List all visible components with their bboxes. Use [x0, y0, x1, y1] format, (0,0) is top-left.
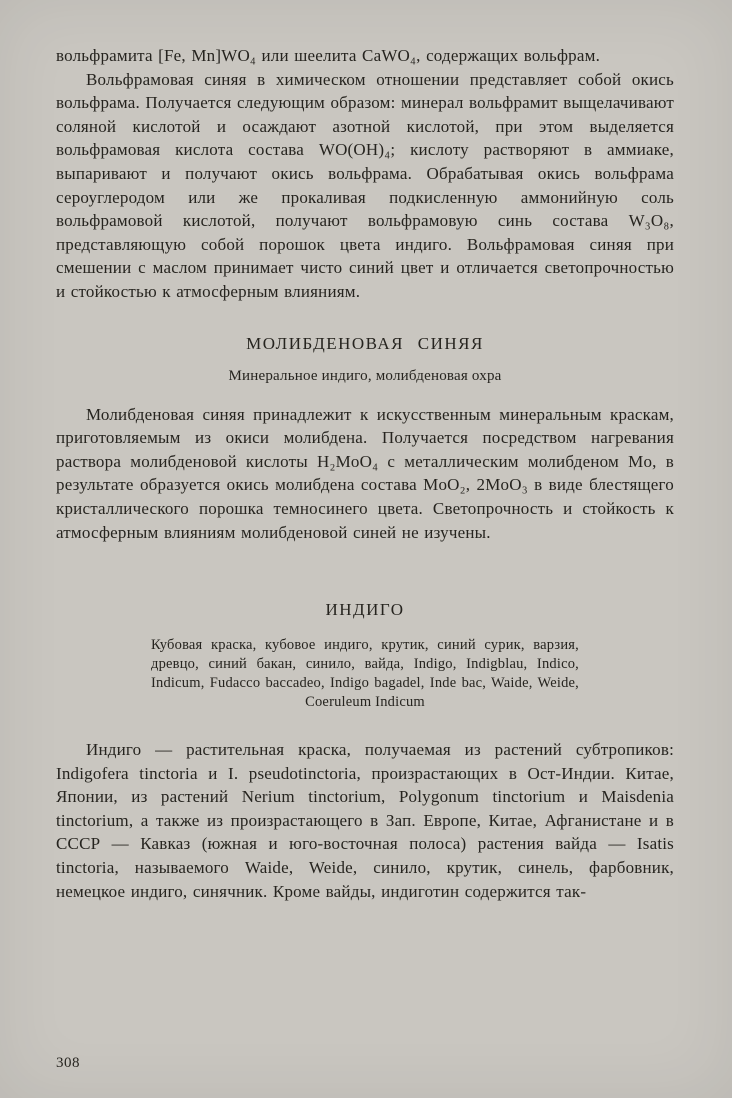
paragraph-indigo: Индиго — растительная краска, получаемая из растений субтропиков: Indigofera tinctoria и I. pseudotinctoria, произрастающих в Ост-Индии. Китае, Японии, из растений Nerium tinctorium, Polygonum tinctorium и Maisdenia tinctorium, а также из произрастающего в Зап. Европе, Китае, Афганистане и в СССР — Кавказ (южная и юго-восточная полоса) растения вайда — Isatis tinctoria, называемого Waide, Weide, синило, крутик, синель, фарбовник, немецкое индиго, синячник. Кроме вайды, индиготин содержится так-	[56, 740, 674, 901]
page-content	[56, 44, 674, 903]
paragraph-tungsten-blue: Вольфрамовая синяя в химическом отношении представляет собой окись вольфрама. Получается следующим образом: минерал вольфрамит выщелачивают соляной кислотой и осаждают азотной кислотой, при этом выделяется вольфрамовая кислота состава WO(OH)₄; кислоту растворяют в аммиаке, выпаривают и получают окись вольфрама. Обрабатывая окись вольфрама сероуглеродом или же прокаливая подкисленную аммонийную соль вольфрамовой кислотой, получают вольфрамовую синь состава W₃O₈, представляющую собой порошок цвета индиго. Вольфрамовая синяя при смешении с маслом принимает чисто синий цвет и отличается светопрочностью и стойкостью к атмосферным влияниям.	[56, 69, 674, 301]
section-heading-indigo: ИНДИГО	[325, 600, 405, 620]
section-spacer	[56, 544, 674, 570]
page-number: 308	[56, 1055, 80, 1071]
section-subtitle-molybdenum-blue: Минеральное индиго, молибденовая охра	[228, 367, 502, 384]
paragraph-molybdenum-blue: Молибденовая синяя принадлежит к искусственным минеральным краскам, приготовляемым из окиси молибдена. Получается посредством нагревания раствора молибденовой кислоты H₂MoO₄ с металлическим молибденом Mo, в результате образуется окись молибдена состава MoO₂, 2MoO₃ в виде блестящего кристаллического порошка темносинего цвета. Светопрочность и стойкость к атмосферным влияниям молибденовой синей не изучены.	[56, 404, 674, 542]
section-heading-molybdenum-blue: МОЛИБДЕНОВАЯ СИНЯЯ	[246, 333, 484, 353]
indigo-synonyms-block: Кубовая краска, кубовое индиго, крутик, синий сурик, варзия, древцо, синий бакан, синило, вайда, Indigo, Indigblau, Indico, Indicum, Fudacco baccadeo, Indigo bagadel, Inde bac, Waide, Weide, Coeruleum Indicum	[151, 637, 579, 711]
paragraph-tungsten-intro-continuation: вольфрамита [Fe, Mn]WO₄ или шеелита CaWO₄, содержащих вольфрам.	[56, 46, 601, 65]
